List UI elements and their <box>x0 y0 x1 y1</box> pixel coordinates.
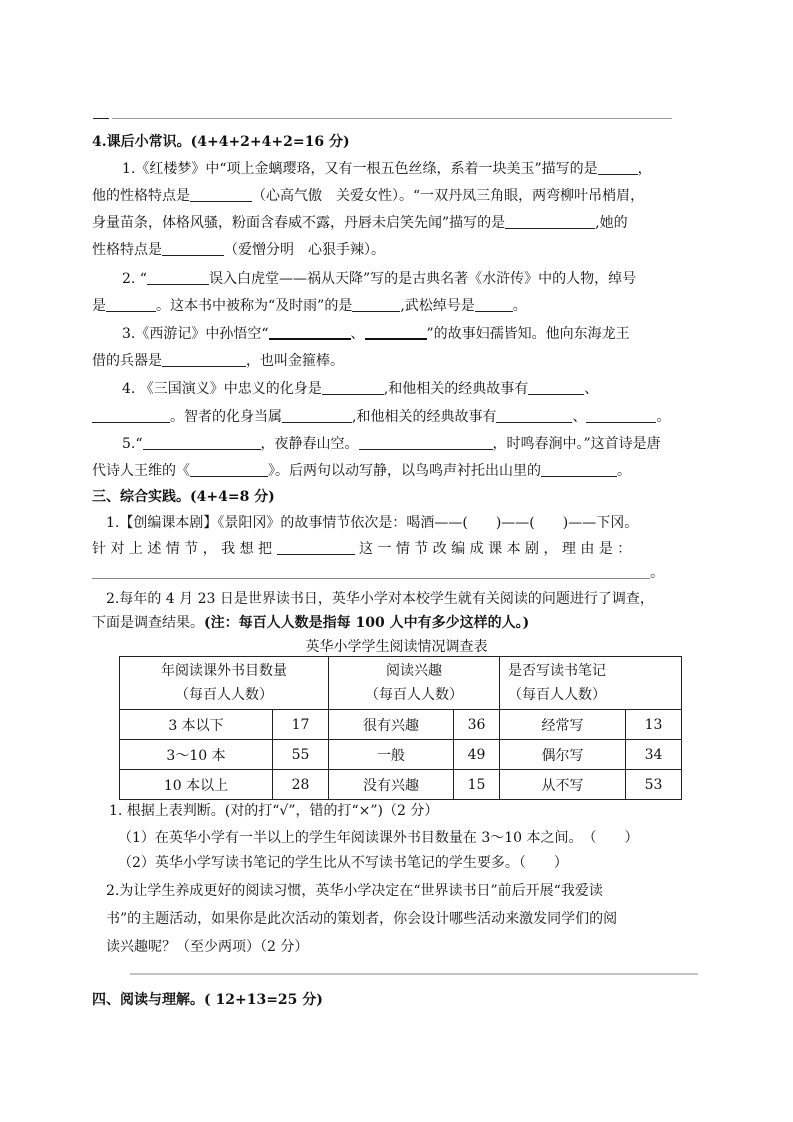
table-cell: 从不写 <box>500 770 626 800</box>
q4-line-2: 。智者的化身当属 ,和他相关的经典故事有 、 。 <box>92 406 670 426</box>
table-cell: 13 <box>626 710 682 740</box>
table-cell: 经常写 <box>500 710 626 740</box>
s3-q1-line-3: 。 <box>92 562 664 582</box>
table-caption: 英华小学学生阅读情况调查表 <box>305 639 488 655</box>
s3-q1-line-1: 1.【创编课本剧】《景阳冈》的故事情节依次是：喝酒——( )——( )——下冈。 <box>106 515 639 531</box>
table-cell: 49 <box>454 740 500 770</box>
q4-line-1: 4. 《三国演义》中忠义的化身是 ,和他相关的经典故事有 、 <box>122 381 599 397</box>
q1-line-2: 他的性格特点是 （心高气傲 关爱女性）。“一双丹凤三角眼，两弯柳叶吊梢眉， <box>92 188 645 204</box>
table-row <box>120 710 682 740</box>
table-cell: 15 <box>454 770 500 800</box>
q3-line-1: 3.《西游记》中孙悟空“ 、 ”的故事妇孺皆知。他向东海龙王 <box>122 326 630 342</box>
judge-item-1: （1）在英华小学有一半以上的学生年阅读课外书目数量在 3～10 本之间。 （ ） <box>118 830 639 846</box>
s3-q2-line-1: 2.每年的 4 月 23 日是世界读书日，英华小学对本校学生就有关阅读的问题进行了调查， <box>106 591 654 607</box>
table-row <box>120 740 682 770</box>
table-cell: 53 <box>626 770 682 800</box>
table-cell: 没有兴趣 <box>329 770 454 800</box>
q5-line-1: 5.“ ，夜静春山空。 ，时鸣春涧中。”这首诗是唐 <box>122 436 661 452</box>
table-cell: 3 本以下 <box>120 710 273 740</box>
s3-q1-line-2: 针 对 上 述 情 节 ， 我 想 把 这 一 情 节 改 编 成 课 本 剧 ， 理 由 是 ： <box>92 541 632 557</box>
judge-item-2: （2）英华小学写读书笔记的学生比从不写读书笔记的学生要多。（ ） <box>118 855 568 871</box>
section-divider <box>130 973 698 975</box>
q3-line-2: 借的兵器是 ，也叫金箍棒。 <box>92 353 344 369</box>
table-cell: 28 <box>273 770 329 800</box>
section-4-title: 4.课后小常识。(4+4+2+4+2=16 分) <box>92 134 350 150</box>
table-cell: 很有兴趣 <box>329 710 454 740</box>
table-cell: 55 <box>273 740 329 770</box>
table-cell: 17 <box>273 710 329 740</box>
q1-line-4: 性格特点是 （爱憎分明 心狠手辣）。 <box>92 242 385 258</box>
q5-line-2: 代诗人王维的《 》。后两句以动写静，以鸟鸣声衬托出山里的 。 <box>92 463 631 479</box>
table-cell: 34 <box>626 740 682 770</box>
header-rule <box>112 118 672 119</box>
header-notes: 是否写读书笔记 （每百人人数） <box>500 657 682 710</box>
q2-line-2: 是 。这本书中被称为“及时雨”的是 ,武松绰号是 。 <box>92 298 527 314</box>
table-row <box>120 770 682 800</box>
table-cell: 偶尔写 <box>500 740 626 770</box>
q1-line-3: 身量苗条，体格风骚，粉面含春威不露，丹唇未启笑先闻”描写的是 ,她的 <box>92 215 628 231</box>
q2-line-1: 2. “ 误入白虎堂——祸从天降”写的是古典名著《水浒传》中的人物，绰号 <box>122 271 637 287</box>
table-cell: 3～10 本 <box>120 740 273 770</box>
judge-title: 1. 根据上表判断。(对的打“√”，错的打“×”)（2 分） <box>109 803 439 819</box>
design-line-3: 读兴趣呢？（至少两项）（2 分） <box>106 939 309 955</box>
survey-table <box>119 656 682 800</box>
section-four-title: 四、阅读与理解。( 12+13=25 分) <box>92 992 323 1008</box>
design-line-2: 书”的主题活动，如果你是此次活动的策划者，你会设计哪些活动来激发同学们的阅 <box>106 911 618 927</box>
header-dash <box>93 118 109 119</box>
table-header-row <box>120 657 682 710</box>
table-cell: 10 本以上 <box>120 770 273 800</box>
header-books: 年阅读课外书目数量 （每百人人数） <box>120 657 329 710</box>
s3-q2-line-2: 下面是调查结果。(注：每百人人数是指每 100 人中有多少这样的人。) <box>92 615 530 631</box>
table-cell: 36 <box>454 710 500 740</box>
q1-line-1: 1.《红楼梦》中“项上金螭璎珞，又有一根五色丝绦，系着一块美玉”描写的是 ， <box>122 161 652 177</box>
section-3-title: 三、综合实践。(4+4=8 分) <box>92 489 275 505</box>
header-interest: 阅读兴趣 （每百人人数） <box>329 657 500 710</box>
design-line-1: 2.为让学生养成更好的阅读习惯，英华小学决定在“世界读书日”前后开展“我爱读 <box>106 883 603 899</box>
table-cell: 一般 <box>329 740 454 770</box>
